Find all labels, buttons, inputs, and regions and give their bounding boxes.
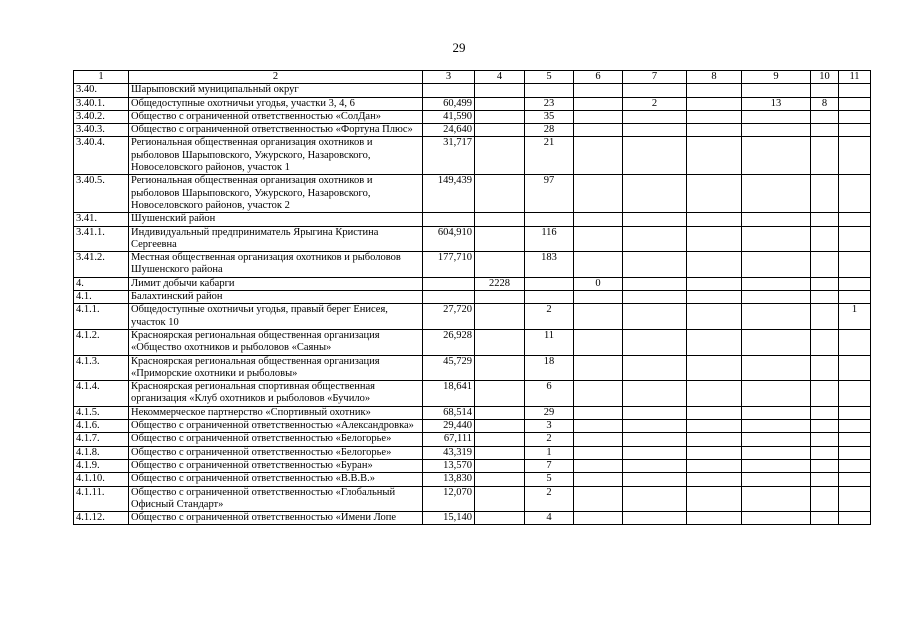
col7-cell [623, 381, 687, 407]
col10-cell [811, 459, 839, 472]
area-cell: 67,111 [423, 433, 475, 446]
col11-cell [839, 381, 871, 407]
col10-cell [811, 486, 839, 512]
header-cell: 10 [811, 71, 839, 84]
col11-cell [839, 97, 871, 110]
col7-cell: 2 [623, 97, 687, 110]
col11-cell [839, 226, 871, 252]
area-cell [423, 213, 475, 226]
col9-cell [742, 124, 811, 137]
description-cell: Общество с ограниченной ответственностью «Глобальный Офисный Стандарт» [129, 486, 423, 512]
col6-cell [574, 420, 623, 433]
col4-cell [475, 252, 525, 278]
col11-cell [839, 473, 871, 486]
col9-cell [742, 406, 811, 419]
col5-cell: 3 [525, 420, 574, 433]
col4-cell [475, 213, 525, 226]
col5-cell: 4 [525, 512, 574, 525]
table-row [74, 252, 871, 278]
col11-cell [839, 252, 871, 278]
table-row [74, 420, 871, 433]
col10-cell [811, 420, 839, 433]
col11-cell [839, 486, 871, 512]
col4-cell [475, 355, 525, 381]
row-number-cell: 3.40.2. [74, 110, 129, 123]
col6-cell [574, 381, 623, 407]
col8-cell [687, 175, 742, 213]
col8-cell [687, 84, 742, 97]
col9-cell: 13 [742, 97, 811, 110]
table-row [74, 175, 871, 213]
row-number-cell: 3.40.3. [74, 124, 129, 137]
col5-cell: 23 [525, 97, 574, 110]
col5-cell [525, 213, 574, 226]
col8-cell [687, 381, 742, 407]
col9-cell [742, 329, 811, 355]
col7-cell [623, 433, 687, 446]
col11-cell [839, 433, 871, 446]
col6-cell [574, 291, 623, 304]
col11-cell [839, 110, 871, 123]
col6-cell [574, 110, 623, 123]
col4-cell [475, 110, 525, 123]
col9-cell [742, 433, 811, 446]
col8-cell [687, 252, 742, 278]
row-number-cell: 4.1.2. [74, 329, 129, 355]
col5-cell: 2 [525, 433, 574, 446]
col11-cell [839, 355, 871, 381]
table-row [74, 473, 871, 486]
table-row [74, 213, 871, 226]
col7-cell [623, 226, 687, 252]
col8-cell [687, 226, 742, 252]
col5-cell: 29 [525, 406, 574, 419]
area-cell: 45,729 [423, 355, 475, 381]
col9-cell [742, 137, 811, 175]
col10-cell [811, 304, 839, 330]
header-cell: 11 [839, 71, 871, 84]
header-cell: 8 [687, 71, 742, 84]
col6-cell [574, 473, 623, 486]
row-number-cell: 4.1.10. [74, 473, 129, 486]
col7-cell [623, 486, 687, 512]
col8-cell [687, 213, 742, 226]
description-cell: Общество с ограниченной ответственностью «Белогорье» [129, 433, 423, 446]
col5-cell: 7 [525, 459, 574, 472]
description-cell: Красноярская региональная общественная организация «Приморские охотники и рыболовы» [129, 355, 423, 381]
col7-cell [623, 213, 687, 226]
col5-cell: 21 [525, 137, 574, 175]
table-row [74, 512, 871, 525]
row-number-cell: 4.1.7. [74, 433, 129, 446]
row-number-cell: 3.40. [74, 84, 129, 97]
col5-cell: 183 [525, 252, 574, 278]
col8-cell [687, 473, 742, 486]
col7-cell [623, 175, 687, 213]
description-cell: Общество с ограниченной ответственностью «СолДан» [129, 110, 423, 123]
col6-cell [574, 175, 623, 213]
col11-cell [839, 291, 871, 304]
col6-cell [574, 226, 623, 252]
row-number-cell: 4.1.11. [74, 486, 129, 512]
col10-cell [811, 226, 839, 252]
col5-cell: 35 [525, 110, 574, 123]
col4-cell [475, 226, 525, 252]
header-cell: 4 [475, 71, 525, 84]
table-row [74, 277, 871, 290]
row-number-cell: 4.1.12. [74, 512, 129, 525]
area-cell: 177,710 [423, 252, 475, 278]
col5-cell: 5 [525, 473, 574, 486]
col11-cell [839, 277, 871, 290]
col7-cell [623, 304, 687, 330]
table-row [74, 433, 871, 446]
area-cell: 41,590 [423, 110, 475, 123]
col5-cell: 116 [525, 226, 574, 252]
col6-cell [574, 486, 623, 512]
table-row [74, 304, 871, 330]
col4-cell [475, 420, 525, 433]
col10-cell [811, 406, 839, 419]
area-cell: 149,439 [423, 175, 475, 213]
col11-cell [839, 446, 871, 459]
col7-cell [623, 124, 687, 137]
table-row [74, 124, 871, 137]
col5-cell: 18 [525, 355, 574, 381]
col8-cell [687, 512, 742, 525]
table-row [74, 446, 871, 459]
table-row [74, 406, 871, 419]
col9-cell [742, 291, 811, 304]
col4-cell [475, 473, 525, 486]
col4-cell [475, 137, 525, 175]
description-cell: Общедоступные охотничьи угодья, правый берег Енисея, участок 10 [129, 304, 423, 330]
col8-cell [687, 406, 742, 419]
col7-cell [623, 406, 687, 419]
col7-cell [623, 291, 687, 304]
description-cell: Общедоступные охотничьи угодья, участки 3, 4, 6 [129, 97, 423, 110]
col10-cell [811, 329, 839, 355]
col6-cell [574, 84, 623, 97]
col6-cell [574, 252, 623, 278]
area-cell: 27,720 [423, 304, 475, 330]
col9-cell [742, 512, 811, 525]
table-row [74, 84, 871, 97]
col8-cell [687, 433, 742, 446]
col4-cell [475, 84, 525, 97]
col6-cell: 0 [574, 277, 623, 290]
col5-cell: 28 [525, 124, 574, 137]
area-cell [423, 277, 475, 290]
col5-cell: 1 [525, 446, 574, 459]
area-cell: 24,640 [423, 124, 475, 137]
col9-cell [742, 110, 811, 123]
col8-cell [687, 291, 742, 304]
area-cell: 26,928 [423, 329, 475, 355]
col9-cell [742, 175, 811, 213]
table-row [74, 459, 871, 472]
description-cell: Местная общественная организация охотников и рыболовов Шушенского района [129, 252, 423, 278]
col6-cell [574, 213, 623, 226]
col9-cell [742, 355, 811, 381]
col7-cell [623, 329, 687, 355]
col6-cell [574, 512, 623, 525]
col8-cell [687, 486, 742, 512]
col10-cell [811, 277, 839, 290]
col9-cell [742, 446, 811, 459]
col10-cell [811, 213, 839, 226]
col4-cell [475, 433, 525, 446]
col8-cell [687, 446, 742, 459]
area-cell: 12,070 [423, 486, 475, 512]
col8-cell [687, 304, 742, 330]
col9-cell [742, 486, 811, 512]
col4-cell [475, 97, 525, 110]
description-cell: Шушенский район [129, 213, 423, 226]
col4-cell [475, 512, 525, 525]
col4-cell [475, 446, 525, 459]
col5-cell [525, 291, 574, 304]
header-cell: 7 [623, 71, 687, 84]
area-cell [423, 84, 475, 97]
col8-cell [687, 97, 742, 110]
area-cell: 43,319 [423, 446, 475, 459]
col11-cell [839, 124, 871, 137]
col11-cell [839, 329, 871, 355]
table-row [74, 355, 871, 381]
row-number-cell: 4.1.3. [74, 355, 129, 381]
area-cell: 29,440 [423, 420, 475, 433]
col8-cell [687, 420, 742, 433]
col6-cell [574, 97, 623, 110]
description-cell: Балахтинский район [129, 291, 423, 304]
col10-cell [811, 84, 839, 97]
col11-cell [839, 84, 871, 97]
col11-cell [839, 406, 871, 419]
col7-cell [623, 252, 687, 278]
col7-cell [623, 512, 687, 525]
col5-cell: 6 [525, 381, 574, 407]
col9-cell [742, 304, 811, 330]
header-cell: 1 [74, 71, 129, 84]
col6-cell [574, 304, 623, 330]
col9-cell [742, 459, 811, 472]
col8-cell [687, 124, 742, 137]
col9-cell [742, 226, 811, 252]
area-cell: 60,499 [423, 97, 475, 110]
col5-cell [525, 84, 574, 97]
col4-cell [475, 329, 525, 355]
description-cell: Общество с ограниченной ответственностью «Фортуна Плюс» [129, 124, 423, 137]
col10-cell [811, 512, 839, 525]
col9-cell [742, 473, 811, 486]
row-number-cell: 4.1.4. [74, 381, 129, 407]
description-cell: Шарыповский муниципальный округ [129, 84, 423, 97]
description-cell: Общество с ограниченной ответственностью «Александровка» [129, 420, 423, 433]
col10-cell [811, 446, 839, 459]
row-number-cell: 3.41.1. [74, 226, 129, 252]
col8-cell [687, 110, 742, 123]
col5-cell [525, 277, 574, 290]
col7-cell [623, 459, 687, 472]
row-number-cell: 4.1.5. [74, 406, 129, 419]
col9-cell [742, 277, 811, 290]
description-cell: Общество с ограниченной ответственностью «Буран» [129, 459, 423, 472]
col5-cell: 11 [525, 329, 574, 355]
col10-cell [811, 110, 839, 123]
col10-cell [811, 291, 839, 304]
col8-cell [687, 137, 742, 175]
col4-cell [475, 291, 525, 304]
col9-cell [742, 84, 811, 97]
table-row [74, 137, 871, 175]
row-number-cell: 4.1.8. [74, 446, 129, 459]
col7-cell [623, 420, 687, 433]
table-row [74, 226, 871, 252]
table-row [74, 486, 871, 512]
col10-cell [811, 473, 839, 486]
col6-cell [574, 355, 623, 381]
col8-cell [687, 355, 742, 381]
col6-cell [574, 124, 623, 137]
description-cell: Общество с ограниченной ответственностью «Имени Лопе [129, 512, 423, 525]
col5-cell: 97 [525, 175, 574, 213]
col4-cell [475, 304, 525, 330]
col9-cell [742, 213, 811, 226]
table-row [74, 97, 871, 110]
data-table [73, 70, 871, 525]
row-number-cell: 3.40.1. [74, 97, 129, 110]
col8-cell [687, 277, 742, 290]
col10-cell [811, 433, 839, 446]
col6-cell [574, 433, 623, 446]
col7-cell [623, 355, 687, 381]
row-number-cell: 3.41.2. [74, 252, 129, 278]
table-header-row [74, 71, 871, 84]
col11-cell [839, 137, 871, 175]
col11-cell [839, 213, 871, 226]
area-cell: 18,641 [423, 381, 475, 407]
description-cell: Некоммерческое партнерство «Спортивный охотник» [129, 406, 423, 419]
description-cell: Индивидуальный предприниматель Ярыгина Кристина Сергеевна [129, 226, 423, 252]
col5-cell: 2 [525, 486, 574, 512]
col7-cell [623, 84, 687, 97]
row-number-cell: 4.1.1. [74, 304, 129, 330]
table-row [74, 110, 871, 123]
col6-cell [574, 137, 623, 175]
col9-cell [742, 381, 811, 407]
row-number-cell: 4.1.6. [74, 420, 129, 433]
row-number-cell: 4.1. [74, 291, 129, 304]
col6-cell [574, 459, 623, 472]
col4-cell [475, 459, 525, 472]
col4-cell [475, 381, 525, 407]
description-cell: Общество с ограниченной ответственностью «Белогорье» [129, 446, 423, 459]
col5-cell: 2 [525, 304, 574, 330]
area-cell: 31,717 [423, 137, 475, 175]
col10-cell [811, 124, 839, 137]
col6-cell [574, 446, 623, 459]
col10-cell [811, 381, 839, 407]
row-number-cell: 4.1.9. [74, 459, 129, 472]
col9-cell [742, 252, 811, 278]
table-row [74, 329, 871, 355]
row-number-cell: 3.41. [74, 213, 129, 226]
header-cell: 9 [742, 71, 811, 84]
col11-cell [839, 459, 871, 472]
col8-cell [687, 459, 742, 472]
col10-cell [811, 252, 839, 278]
area-cell: 13,830 [423, 473, 475, 486]
area-cell: 13,570 [423, 459, 475, 472]
row-number-cell: 3.40.5. [74, 175, 129, 213]
page-number: 29 [452, 40, 466, 55]
row-number-cell: 3.40.4. [74, 137, 129, 175]
description-cell: Региональная общественная организация охотников и рыболовов Шарыповского, Ужурского, Назаровского, Новоселовского районов, участок 2 [129, 175, 423, 213]
table-row [74, 291, 871, 304]
col4-cell: 2228 [475, 277, 525, 290]
col8-cell [687, 329, 742, 355]
area-cell [423, 291, 475, 304]
header-cell: 2 [129, 71, 423, 84]
col6-cell [574, 406, 623, 419]
description-cell: Красноярская региональная спортивная общественная организация «Клуб охотников и рыболовов «Бучило» [129, 381, 423, 407]
header-cell: 5 [525, 71, 574, 84]
col11-cell [839, 175, 871, 213]
col4-cell [475, 175, 525, 213]
area-cell: 15,140 [423, 512, 475, 525]
header-cell: 3 [423, 71, 475, 84]
col4-cell [475, 406, 525, 419]
col6-cell [574, 329, 623, 355]
area-cell: 604,910 [423, 226, 475, 252]
col7-cell [623, 277, 687, 290]
col9-cell [742, 420, 811, 433]
col11-cell: 1 [839, 304, 871, 330]
description-cell: Красноярская региональная общественная организация «Общество охотников и рыболовов «Саяны» [129, 329, 423, 355]
col7-cell [623, 446, 687, 459]
col11-cell [839, 512, 871, 525]
col7-cell [623, 110, 687, 123]
col10-cell: 8 [811, 97, 839, 110]
header-cell: 6 [574, 71, 623, 84]
row-number-cell: 4. [74, 277, 129, 290]
col10-cell [811, 355, 839, 381]
area-cell: 68,514 [423, 406, 475, 419]
col4-cell [475, 486, 525, 512]
table-row [74, 381, 871, 407]
description-cell: Общество с ограниченной ответственностью «В.В.В.» [129, 473, 423, 486]
col4-cell [475, 124, 525, 137]
description-cell: Лимит добычи кабарги [129, 277, 423, 290]
col7-cell [623, 473, 687, 486]
col7-cell [623, 137, 687, 175]
col11-cell [839, 420, 871, 433]
col10-cell [811, 175, 839, 213]
col10-cell [811, 137, 839, 175]
description-cell: Региональная общественная организация охотников и рыболовов Шарыповского, Ужурского, Назаровского, Новоселовского районов, участок 1 [129, 137, 423, 175]
